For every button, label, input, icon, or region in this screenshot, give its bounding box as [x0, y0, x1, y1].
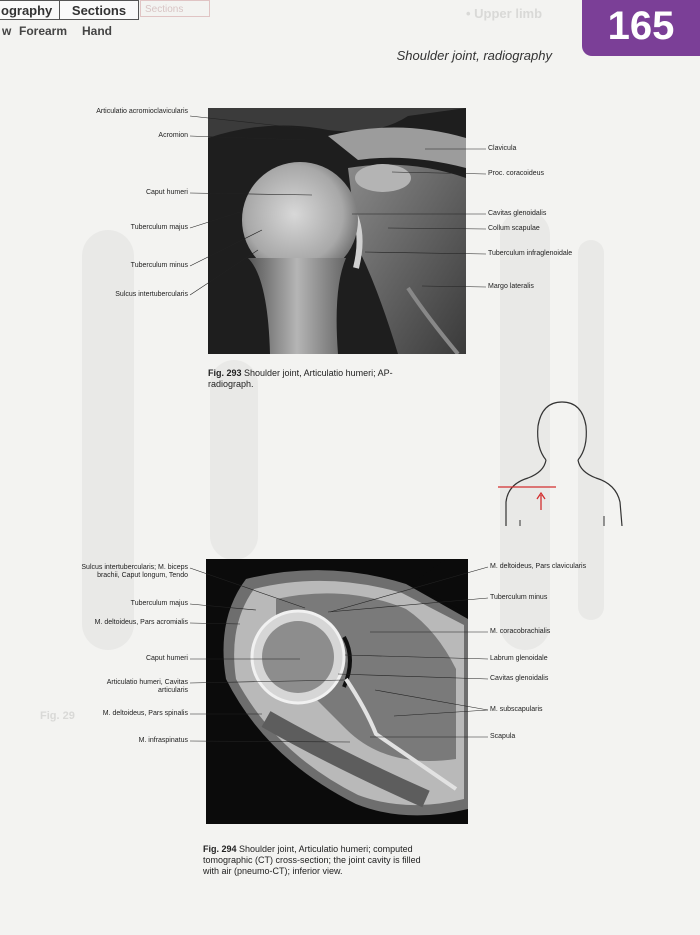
- figure-294-caption: [203, 844, 435, 877]
- label-articulatio-acromioclavicularis: Articulatio acromioclavicularis: [96, 108, 188, 115]
- figure-293-caption-label: Fig. 293: [208, 368, 242, 378]
- ct-drawing: [206, 559, 468, 824]
- label-margo-lateralis: Margo lateralis: [488, 283, 534, 290]
- label-sulcus-intertubercularis-ct: Sulcus intertubercularis; M. biceps brachii, Caput longum, Tendo: [81, 564, 188, 579]
- label-clavicula: Clavicula: [488, 145, 517, 152]
- radiograph-image: [208, 108, 466, 354]
- label-deltoideus-acromialis: M. deltoideus, Pars acromialis: [94, 619, 188, 626]
- ct-section-image: [206, 559, 468, 824]
- ghost-tab: Sections: [140, 0, 210, 17]
- subnav-item-hand[interactable]: Hand: [82, 24, 112, 38]
- orientation-mannequin: [498, 398, 628, 530]
- figure-293-caption-text: Shoulder joint, Articulatio humeri; AP-radiograph.: [208, 368, 393, 389]
- label-subscapularis: M. subscapularis: [490, 706, 543, 713]
- view-direction-arrow: [537, 493, 545, 510]
- label-tuberculum-majus: Tuberculum majus: [130, 224, 188, 231]
- page-number: 165: [582, 0, 700, 56]
- radiograph-drawing: [208, 108, 466, 354]
- figure-294-caption-label: Fig. 294: [203, 844, 237, 854]
- label-cavitas-glenoidalis-ct: Cavitas glenoidalis: [490, 675, 549, 682]
- tab-sections[interactable]: Sections: [59, 0, 139, 20]
- label-caput-humeri: Caput humeri: [145, 189, 188, 196]
- ghost-header-text: • Upper limb: [466, 6, 543, 21]
- label-collum-scapulae: Collum scapulae: [488, 225, 540, 232]
- subnav-item-forearm[interactable]: Forearm: [19, 24, 68, 38]
- ghost-fig-text: Fig. 29: [40, 710, 75, 722]
- label-tuberculum-minus: Tuberculum minus: [130, 262, 188, 269]
- subnav-item-prev[interactable]: w: [2, 24, 12, 38]
- label-scapula: Scapula: [490, 733, 516, 740]
- label-deltoideus-clavicularis: M. deltoideus, Pars clavicularis: [490, 563, 587, 570]
- label-caput-humeri-ct: Caput humeri: [145, 655, 188, 662]
- label-acromion: Acromion: [158, 132, 188, 139]
- label-sulcus-intertubercularis: Sulcus intertubercularis: [115, 291, 188, 298]
- label-proc-coracoideus: Proc. coracoideus: [488, 170, 545, 177]
- label-cavitas-glenoidalis: Cavitas glenoidalis: [488, 210, 547, 217]
- figure-293-caption: [208, 368, 438, 390]
- label-coracobrachialis: M. coracobrachialis: [490, 628, 551, 635]
- label-infraspinatus: M. infraspinatus: [138, 737, 188, 744]
- label-labrum-glenoidale: Labrum glenoidale: [490, 655, 548, 662]
- label-deltoideus-spinalis: M. deltoideus, Pars spinalis: [102, 710, 188, 717]
- tab-radiography[interactable]: ography: [0, 0, 60, 20]
- label-tuberculum-infraglenoidale: Tuberculum infraglenoidale: [488, 250, 573, 257]
- section-title: Shoulder joint, radiography: [396, 48, 552, 63]
- label-tuberculum-minus-ct: Tuberculum minus: [490, 594, 548, 601]
- figure-294-caption-text: Shoulder joint, Articulatio humeri; computed tomographic (CT) cross-section; the joint cavity is filled with air (pneumo-CT); inferior view.: [203, 844, 421, 876]
- label-articulatio-humeri-cavitas: Articulatio humeri, Cavitas articularis: [106, 679, 188, 694]
- ghost-bone-mid: [210, 360, 258, 560]
- label-tuberculum-majus-ct: Tuberculum majus: [130, 600, 188, 607]
